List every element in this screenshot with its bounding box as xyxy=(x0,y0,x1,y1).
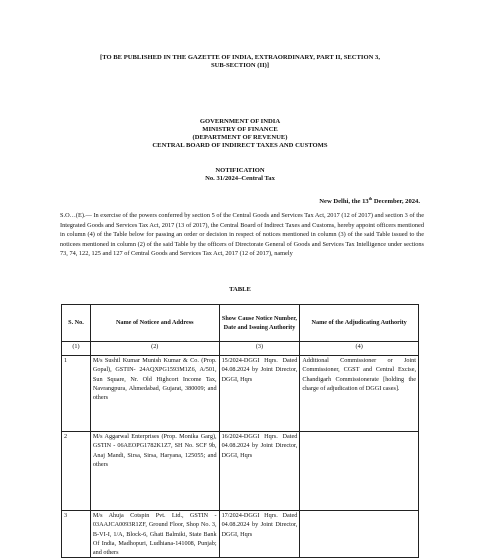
date-suffix: December, 2024. xyxy=(372,198,420,206)
gov-line-3: (DEPARTMENT OF REVENUE) xyxy=(192,134,288,141)
publication-line-2: SUB-SECTION (II)] xyxy=(210,62,270,69)
row-noticee: M/s Sushil Kumar Munish Kumar & Co. (Prop. Gopal), GSTIN- 24AQXPG1593M1Z6, A/501, Sun Square, Nr. Old Highcort Income Tax, Navrangpura, Ahmedabad, Gujarat, 380009; and others xyxy=(90,356,219,432)
row-notice: 17/2024-DGGI Hqrs. Dated 04.08.2024 by Joint Director, DGGI, Hqrs xyxy=(219,511,300,558)
colnum-3: (3) xyxy=(219,342,300,356)
date-prefix: New Delhi, the 13 xyxy=(319,198,369,206)
notification-date xyxy=(319,196,420,205)
row-noticee: M/s Ahuja Cotspin Pvt. Ltd., GSTIN - 03AAJCA0093R1ZF, Ground Floor, Shop No. 3, B-VI-I, 1/A, Block-6, Ghati Balmiki, State Bank Of India, Madhopuri, Ludhiana-141008, Punjab; and others xyxy=(90,511,219,558)
gov-line-4: CENTRAL BOARD OF INDIRECT TAXES AND CUSTOMS xyxy=(152,142,328,149)
header-authority: Name of the Adjudicating Authority xyxy=(300,305,419,342)
header-sno: S. No. xyxy=(62,305,91,342)
gov-line-1: GOVERNMENT OF INDIA xyxy=(199,118,281,125)
row-sno: 1 xyxy=(62,356,91,432)
notice-table xyxy=(61,304,419,558)
government-header xyxy=(0,118,480,150)
table-header-row xyxy=(62,305,419,342)
row-notice: 16/2024-DGGI Hqrs. Dated 04.08.2024 by Joint Director, DGGI, Hqrs xyxy=(219,432,300,511)
notification-title: NOTIFICATION xyxy=(215,167,265,174)
notification-heading xyxy=(0,167,480,183)
row-noticee: M/s Aggarwal Enterprises (Prop. Monika Garg), GSTIN - 06AEOPG1782K1Z7, SH No. SCF 9b, Anaj Mandi, Sirsa, Sirsa, Haryana, 125055; and others xyxy=(90,432,219,511)
table-title: TABLE xyxy=(229,286,251,293)
date-sup: th xyxy=(368,196,373,201)
table-row xyxy=(62,511,419,558)
row-authority xyxy=(300,511,419,558)
row-sno: 2 xyxy=(62,432,91,511)
header-noticee: Name of Noticee and Address xyxy=(90,305,219,342)
column-number-row xyxy=(62,342,419,356)
row-notice: 15/2024-DGGI Hqrs. Dated 04.08.2024 by Joint Director, DGGI, Hqrs xyxy=(219,356,300,432)
body-paragraph: S.O…(E).— In exercise of the powers conferred by section 5 of the Central Goods and Services Tax Act, 2017 (12 of 2017) and section 3 of the Integrated Goods and Services Tax Act, 2017 (13 of 2017), the Central Board of Indirect Taxes and Customs, hereby appoint officers mentioned in column (4) of the Table below for passing an order or decision in respect of notices mentioned in column (3) of the said Table issued to the noticees mentioned in column (2) of the said Table by the officers of Directorate General of Goods and Services Tax Intelligence under sections 73, 74, 122, 125 and 127 of Central Goods and Services Tax Act, 2017 (12 of 2017), namely xyxy=(60,212,424,257)
row-sno: 3 xyxy=(62,511,91,558)
gov-line-2: MINISTRY OF FINANCE xyxy=(202,126,278,133)
colnum-2: (2) xyxy=(90,342,219,356)
publication-header xyxy=(0,54,480,70)
table-row xyxy=(62,356,419,432)
row-authority: Additional Commissioner or Joint Commissioner, CGST and Central Excise, Chandigarh Commissionerate [holding the charge of adjudication of DGGI cases]. xyxy=(300,356,419,432)
header-notice: Show Cause Notice Number, Date and Issuing Authority xyxy=(219,305,300,342)
publication-line-1: [TO BE PUBLISHED IN THE GAZETTE OF INDIA, EXTRAORDINARY, PART II, SECTION 3, xyxy=(100,54,380,61)
colnum-1: (1) xyxy=(62,342,91,356)
colnum-4: (4) xyxy=(300,342,419,356)
notification-number: No. 31/2024–Central Tax xyxy=(205,175,275,182)
table-row xyxy=(62,432,419,511)
row-authority xyxy=(300,432,419,511)
